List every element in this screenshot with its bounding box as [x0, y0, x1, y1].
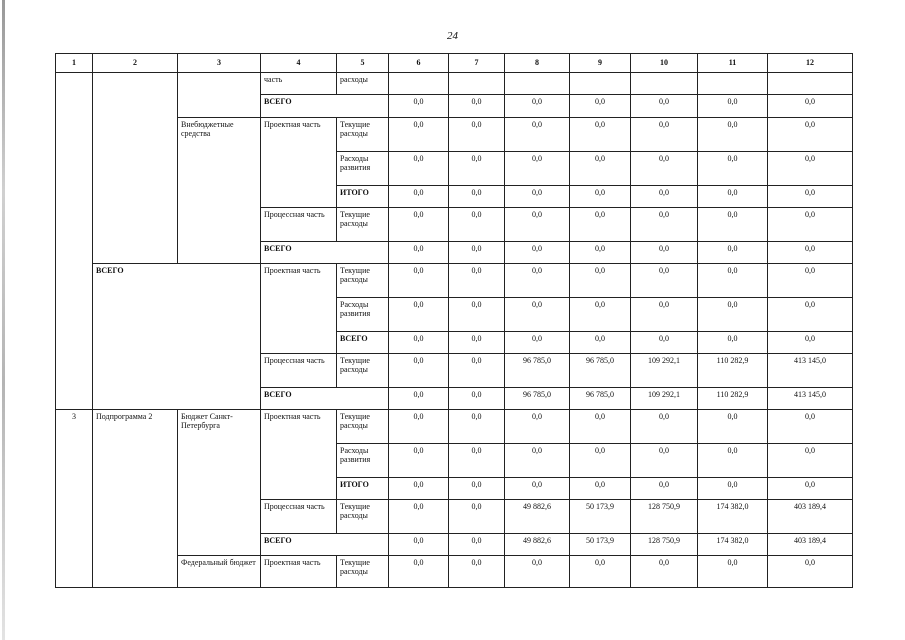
value-cell: 96 785,0 — [505, 388, 570, 410]
subtotal-label: ИТОГО — [337, 186, 389, 208]
value-cell: 0,0 — [505, 152, 570, 186]
value-cell: 0,0 — [570, 556, 631, 588]
value-cell: 0,0 — [505, 556, 570, 588]
value-cell — [389, 73, 449, 95]
value-cell: 413 145,0 — [768, 354, 853, 388]
value-cell: 0,0 — [449, 242, 505, 264]
table-row — [56, 73, 853, 95]
part-cell: Процессная часть — [261, 354, 337, 388]
value-cell: 49 882,6 — [505, 500, 570, 534]
value-cell: 0,0 — [389, 152, 449, 186]
value-cell: 0,0 — [698, 410, 768, 444]
value-cell: 0,0 — [570, 444, 631, 478]
value-cell: 0,0 — [768, 118, 853, 152]
col-header: 1 — [56, 54, 93, 73]
value-cell: 0,0 — [389, 332, 449, 354]
row-number-cell — [56, 73, 93, 410]
value-cell: 96 785,0 — [570, 354, 631, 388]
program-cell: Подпрограмма 2 — [93, 410, 178, 588]
col-header: 3 — [178, 54, 261, 73]
value-cell: 0,0 — [631, 118, 698, 152]
value-cell: 110 282,9 — [698, 388, 768, 410]
col-header: 6 — [389, 54, 449, 73]
value-cell: 0,0 — [449, 388, 505, 410]
value-cell: 174 382,0 — [698, 534, 768, 556]
row-number-cell: 3 — [56, 410, 93, 588]
value-cell: 0,0 — [631, 95, 698, 118]
value-cell — [505, 73, 570, 95]
value-cell: 0,0 — [389, 500, 449, 534]
funding-source-cell: Бюджет Санкт-Петербурга — [178, 410, 261, 556]
value-cell: 0,0 — [768, 186, 853, 208]
value-cell — [768, 73, 853, 95]
value-cell: 0,0 — [449, 186, 505, 208]
value-cell: 403 189,4 — [768, 534, 853, 556]
value-cell: 0,0 — [698, 556, 768, 588]
value-cell: 0,0 — [631, 186, 698, 208]
col-header: 5 — [337, 54, 389, 73]
value-cell: 174 382,0 — [698, 500, 768, 534]
col-header: 12 — [768, 54, 853, 73]
total-label: ВСЕГО — [261, 534, 389, 556]
value-cell: 0,0 — [389, 264, 449, 298]
value-cell: 0,0 — [631, 264, 698, 298]
value-cell: 413 145,0 — [768, 388, 853, 410]
value-cell: 0,0 — [449, 534, 505, 556]
value-cell: 0,0 — [768, 208, 853, 242]
part-cell: Проектная часть — [261, 264, 337, 354]
value-cell: 0,0 — [570, 152, 631, 186]
value-cell: 0,0 — [698, 242, 768, 264]
expense-type-cell: Текущие расходы — [337, 556, 389, 588]
value-cell: 0,0 — [570, 186, 631, 208]
value-cell: 0,0 — [631, 298, 698, 332]
value-cell: 0,0 — [768, 410, 853, 444]
expense-type-cell: Текущие расходы — [337, 118, 389, 152]
value-cell — [631, 73, 698, 95]
value-cell: 0,0 — [449, 298, 505, 332]
value-cell: 0,0 — [389, 208, 449, 242]
value-cell: 0,0 — [570, 298, 631, 332]
page-number: 24 — [447, 30, 458, 42]
value-cell: 0,0 — [389, 95, 449, 118]
value-cell: 0,0 — [389, 410, 449, 444]
value-cell: 0,0 — [631, 444, 698, 478]
value-cell: 0,0 — [768, 242, 853, 264]
value-cell: 0,0 — [570, 95, 631, 118]
value-cell: 96 785,0 — [505, 354, 570, 388]
value-cell: 0,0 — [698, 478, 768, 500]
value-cell: 96 785,0 — [570, 388, 631, 410]
value-cell — [570, 73, 631, 95]
program-total-cell: ВСЕГО — [93, 264, 261, 410]
value-cell: 0,0 — [768, 298, 853, 332]
value-cell: 0,0 — [768, 95, 853, 118]
value-cell: 0,0 — [389, 242, 449, 264]
total-label: ВСЕГО — [261, 388, 389, 410]
total-label: ВСЕГО — [337, 332, 389, 354]
value-cell: 0,0 — [631, 478, 698, 500]
value-cell: 0,0 — [570, 118, 631, 152]
funding-source-cell — [178, 73, 261, 118]
value-cell: 0,0 — [631, 556, 698, 588]
value-cell: 0,0 — [698, 298, 768, 332]
col-header: 10 — [631, 54, 698, 73]
value-cell: 0,0 — [449, 500, 505, 534]
value-cell: 0,0 — [631, 152, 698, 186]
value-cell: 0,0 — [449, 152, 505, 186]
funding-source-cell: Федеральный бюджет — [178, 556, 261, 588]
value-cell: 0,0 — [768, 478, 853, 500]
program-cell — [93, 73, 178, 264]
subtotal-label: ИТОГО — [337, 478, 389, 500]
value-cell: 0,0 — [631, 242, 698, 264]
scan-edge-mark — [2, 0, 5, 640]
value-cell: 0,0 — [631, 208, 698, 242]
col-header: 2 — [93, 54, 178, 73]
col-header: 4 — [261, 54, 337, 73]
total-label: ВСЕГО — [261, 95, 389, 118]
expense-type-cell: Текущие расходы — [337, 410, 389, 444]
value-cell: 0,0 — [505, 95, 570, 118]
value-cell: 0,0 — [389, 118, 449, 152]
value-cell: 0,0 — [449, 556, 505, 588]
value-cell: 0,0 — [389, 556, 449, 588]
expense-type-cell: Текущие расходы — [337, 354, 389, 388]
funding-source-cell: Внебюджетные средства — [178, 118, 261, 264]
value-cell: 0,0 — [505, 242, 570, 264]
value-cell: 50 173,9 — [570, 500, 631, 534]
expense-type-cell: Расходы развития — [337, 444, 389, 478]
col-header: 8 — [505, 54, 570, 73]
total-label: ВСЕГО — [261, 242, 389, 264]
value-cell: 110 282,9 — [698, 354, 768, 388]
value-cell: 0,0 — [449, 208, 505, 242]
value-cell: 0,0 — [768, 556, 853, 588]
value-cell: 0,0 — [631, 332, 698, 354]
value-cell: 0,0 — [768, 152, 853, 186]
value-cell: 0,0 — [449, 332, 505, 354]
value-cell: 0,0 — [570, 242, 631, 264]
part-cell: Процессная часть — [261, 500, 337, 534]
value-cell: 50 173,9 — [570, 534, 631, 556]
header-row — [56, 54, 853, 73]
expense-type-cell: расходы — [337, 73, 389, 95]
value-cell: 0,0 — [389, 186, 449, 208]
value-cell: 0,0 — [698, 332, 768, 354]
value-cell: 0,0 — [570, 264, 631, 298]
value-cell: 0,0 — [389, 478, 449, 500]
value-cell: 0,0 — [389, 444, 449, 478]
value-cell: 0,0 — [449, 444, 505, 478]
value-cell: 0,0 — [389, 354, 449, 388]
value-cell: 0,0 — [768, 264, 853, 298]
part-cell: часть — [261, 73, 337, 95]
value-cell: 0,0 — [698, 95, 768, 118]
value-cell: 0,0 — [505, 264, 570, 298]
value-cell: 0,0 — [698, 118, 768, 152]
value-cell: 0,0 — [505, 208, 570, 242]
expense-type-cell: Текущие расходы — [337, 264, 389, 298]
value-cell: 0,0 — [570, 332, 631, 354]
col-header: 11 — [698, 54, 768, 73]
value-cell: 0,0 — [768, 332, 853, 354]
value-cell: 0,0 — [505, 410, 570, 444]
value-cell: 109 292,1 — [631, 354, 698, 388]
value-cell: 0,0 — [505, 332, 570, 354]
value-cell: 0,0 — [389, 388, 449, 410]
value-cell: 0,0 — [698, 208, 768, 242]
value-cell: 0,0 — [698, 444, 768, 478]
value-cell: 403 189,4 — [768, 500, 853, 534]
value-cell: 0,0 — [449, 354, 505, 388]
col-header: 7 — [449, 54, 505, 73]
value-cell: 0,0 — [449, 118, 505, 152]
value-cell: 0,0 — [449, 95, 505, 118]
value-cell: 128 750,9 — [631, 534, 698, 556]
value-cell: 0,0 — [505, 444, 570, 478]
value-cell: 0,0 — [449, 264, 505, 298]
part-cell: Процессная часть — [261, 208, 337, 242]
part-cell: Проектная часть — [261, 410, 337, 500]
value-cell: 0,0 — [631, 410, 698, 444]
table-row — [56, 410, 853, 444]
value-cell: 0,0 — [570, 410, 631, 444]
value-cell: 0,0 — [768, 444, 853, 478]
value-cell: 0,0 — [505, 478, 570, 500]
value-cell: 0,0 — [698, 186, 768, 208]
value-cell: 0,0 — [389, 298, 449, 332]
value-cell: 0,0 — [570, 208, 631, 242]
value-cell: 109 292,1 — [631, 388, 698, 410]
value-cell: 128 750,9 — [631, 500, 698, 534]
value-cell — [449, 73, 505, 95]
part-cell: Проектная часть — [261, 118, 337, 208]
value-cell: 0,0 — [505, 186, 570, 208]
value-cell: 0,0 — [505, 298, 570, 332]
value-cell — [698, 73, 768, 95]
value-cell: 0,0 — [698, 152, 768, 186]
expense-type-cell: Текущие расходы — [337, 208, 389, 242]
value-cell: 0,0 — [449, 410, 505, 444]
value-cell: 0,0 — [449, 478, 505, 500]
budget-table — [55, 53, 853, 588]
value-cell: 0,0 — [698, 264, 768, 298]
col-header: 9 — [570, 54, 631, 73]
value-cell: 49 882,6 — [505, 534, 570, 556]
value-cell: 0,0 — [505, 118, 570, 152]
part-cell: Проектная часть — [261, 556, 337, 588]
expense-type-cell: Текущие расходы — [337, 500, 389, 534]
value-cell: 0,0 — [389, 534, 449, 556]
value-cell: 0,0 — [570, 478, 631, 500]
expense-type-cell: Расходы развития — [337, 152, 389, 186]
expense-type-cell: Расходы развития — [337, 298, 389, 332]
table-row — [56, 264, 853, 298]
